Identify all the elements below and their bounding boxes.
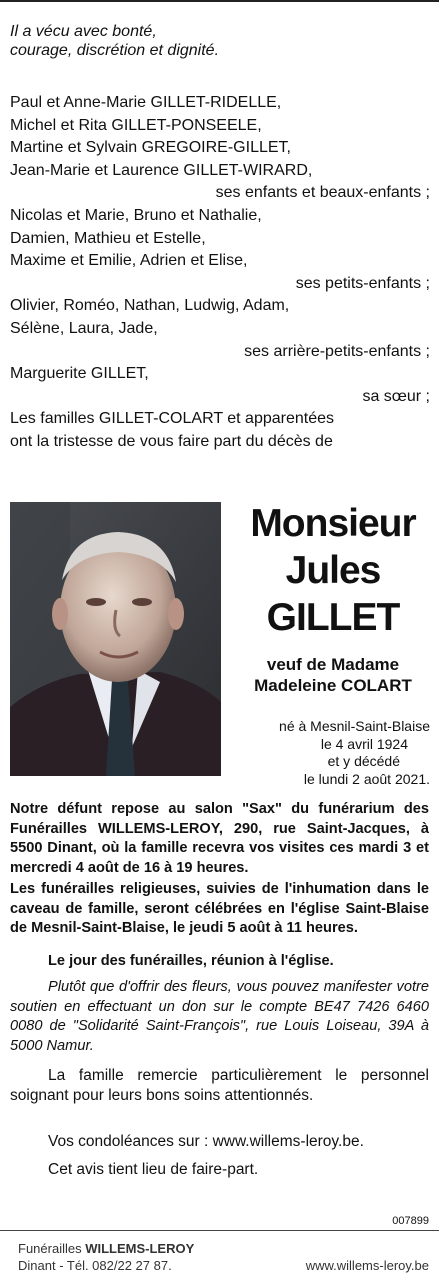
notice-line: Cet avis tient lieu de faire-part. xyxy=(48,1161,259,1178)
portrait-image xyxy=(10,502,221,776)
family-line: Jean-Marie et Laurence GILLET-WIRARD, xyxy=(10,161,313,179)
family-line: Les familles GILLET-COLART et apparentées xyxy=(10,410,335,428)
family-line: sa sœur ; xyxy=(362,387,430,405)
family-line: ont la tristesse de vous faire part du décès de xyxy=(10,432,333,450)
repose-paragraph: Notre défunt repose au salon "Sax" du funérarium des Funérailles WILLEMS-LEROY, 290, rue Saint-Jacques, à 5500 Dinant, où la famille recevra vos visites ces mardi 3 et mercredi 4 août de 16 à 19 heures. xyxy=(10,801,429,876)
footer-divider xyxy=(0,1230,439,1231)
birth-date: le 4 avril 1924 xyxy=(320,735,408,752)
funeral-paragraph: Les funérailles religieuses, suivies de l'inhumation dans le caveau de famille, seront célébrées en l'église Saint-Blaise de Mesnil-Saint-Blaise, le jeudi 5 août à 11 heures. xyxy=(10,881,429,937)
epitaph-line: Il a vécu avec bonté, xyxy=(10,23,157,40)
family-line: Nicolas et Marie, Bruno et Nathalie, xyxy=(10,206,262,224)
condolences-line: Vos condoléances sur : www.willems-leroy.be. xyxy=(48,1133,364,1150)
company-phone: Dinant - Tél. 082/22 27 87. xyxy=(18,1258,172,1273)
family-line: ses petits-enfants ; xyxy=(295,274,430,292)
birth-place: né à Mesnil-Saint-Blaise xyxy=(279,718,430,734)
family-line: Sélène, Laura, Jade, xyxy=(10,319,158,337)
family-line: Michel et Rita GILLET-PONSEELE, xyxy=(10,116,262,134)
widower-line-2: Madeleine COLART xyxy=(254,676,412,695)
family-line: Martine et Sylvain GREGOIRE-GILLET, xyxy=(10,139,291,157)
family-line: Marguerite GILLET, xyxy=(10,365,149,383)
reference-number: 007899 xyxy=(392,1215,429,1227)
family-list xyxy=(10,92,430,454)
birth-death-info xyxy=(236,718,430,788)
company-line xyxy=(18,1240,194,1257)
family-line: Olivier, Roméo, Nathan, Ludwig, Adam, xyxy=(10,297,290,315)
deceased-title: Monsieur xyxy=(250,502,416,545)
footer-company xyxy=(18,1240,194,1274)
death-line: et y décédé xyxy=(327,753,400,769)
family-line: ses arrière-petits-enfants ; xyxy=(244,342,430,360)
widower-line-1: veuf de Madame xyxy=(266,655,400,674)
deceased-last-name: GILLET xyxy=(266,596,400,639)
company-website[interactable]: www.willems-leroy.be xyxy=(305,1258,429,1273)
widower-info xyxy=(236,654,430,696)
company-name: WILLEMS-LEROY xyxy=(85,1241,195,1256)
epitaph-line: courage, discrétion et dignité. xyxy=(10,42,220,59)
deceased-name xyxy=(236,500,430,641)
family-line: Maxime et Emilie, Adrien et Elise, xyxy=(10,252,248,270)
deceased-first-name: Jules xyxy=(285,549,381,592)
family-line: Paul et Anne-Marie GILLET-RIDELLE, xyxy=(10,94,282,111)
thanks-paragraph: La famille remercie particulièrement le personnel soignant pour leurs bons soins attentionnés. xyxy=(10,1067,429,1104)
donation-paragraph: Plutôt que d'offrir des fleurs, vous pouvez manifester votre soutien en effectuant un don sur le compte BE47 7426 6460 0080 de "Solidarité Saint-François", rue Louis Loiseau, 39A à 5000 Namur. xyxy=(10,979,429,1054)
family-line: ses enfants et beaux-enfants ; xyxy=(215,184,430,202)
family-line: Damien, Mathieu et Estelle, xyxy=(10,229,206,247)
portrait-photo xyxy=(10,502,221,776)
meeting-paragraph: Le jour des funérailles, réunion à l'église. xyxy=(48,953,334,969)
death-date: le lundi 2 août 2021. xyxy=(303,770,430,787)
epitaph xyxy=(10,22,430,60)
company-prefix: Funérailles xyxy=(18,1241,86,1256)
